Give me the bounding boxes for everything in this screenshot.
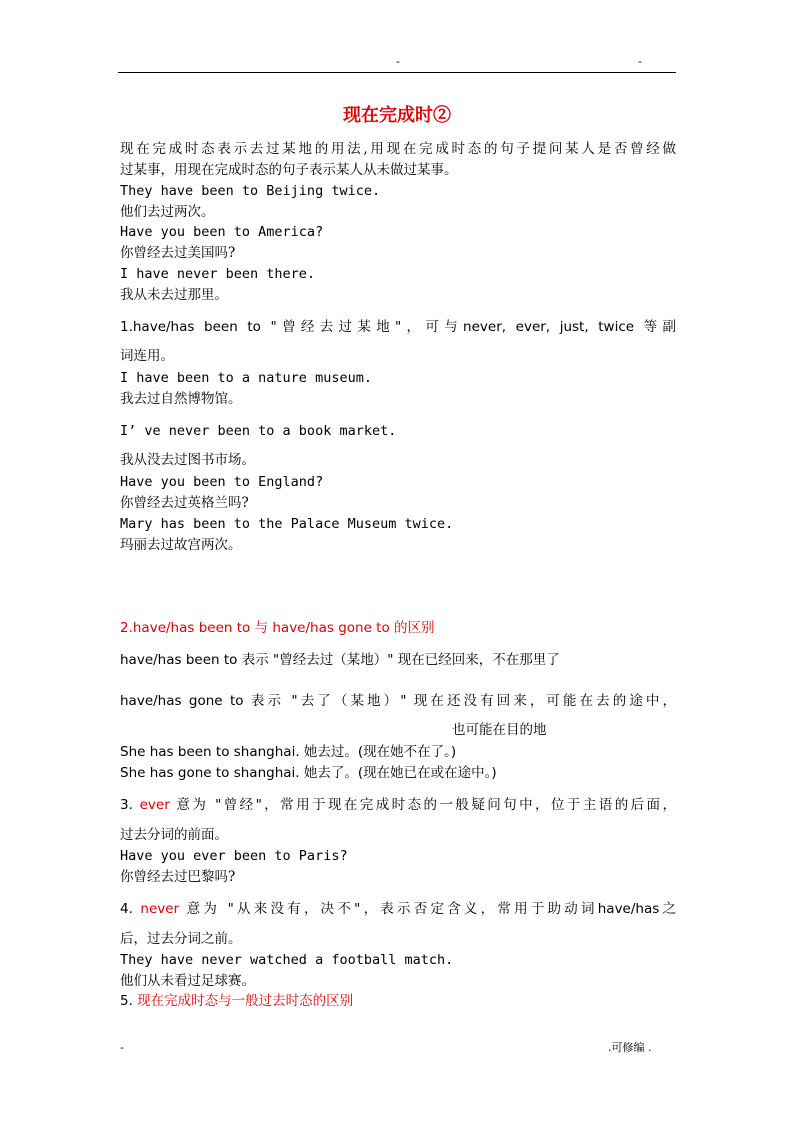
example-en: I have never been there. — [120, 266, 316, 282]
footer-editable: .可修编 . — [608, 1041, 652, 1054]
example-cn: 玛丽去过故宫两次。 — [120, 537, 242, 553]
example-cn: 他们去过两次。 — [120, 204, 215, 220]
example-cn: 你曾经去过英格兰吗? — [120, 495, 249, 511]
been-to-explanation: have/has been to 表示 "曾经去过（某地）" 现在已经回来，不在那里了 — [120, 652, 560, 668]
example-en: Have you been to America? — [120, 224, 324, 240]
point-3-line-1 — [120, 796, 676, 814]
header-dash-left: - — [396, 55, 400, 68]
example-en: Have you ever been to Paris? — [120, 848, 348, 864]
example-cn: 他们从未看过足球赛。 — [120, 973, 255, 989]
keyword-ever: ever — [139, 797, 170, 813]
example-en: They have been to Beijing twice. — [120, 183, 381, 199]
example-cn: 我从未去过那里。 — [120, 287, 228, 303]
example-en: I have been to a nature museum. — [120, 370, 372, 386]
point-5-title: 现在完成时态与一般过去时态的区别 — [137, 993, 354, 1009]
header-dash-right: - — [638, 55, 642, 68]
example-en: They have never watched a football match. — [120, 952, 454, 968]
point-1-line-1: 1.have/has been to "曾经去过某地"，可与never, ever, just, twice 等副 — [120, 319, 676, 335]
gone-to-explanation: have/has gone to 表示 "去了（某地）" 现在还没有回来，可能在去的途中， — [120, 693, 676, 709]
point-5-num: 5. — [120, 993, 138, 1009]
example-en: Mary has been to the Palace Museum twice. — [120, 516, 454, 532]
example-cn: 我从没去过图书市场。 — [120, 452, 255, 468]
point-3-text: 意为 "曾经"，常用于现在完成时态的一般疑问句中，位于主语的后面， — [169, 797, 676, 813]
example-cn: 我去过自然博物馆。 — [120, 391, 242, 407]
point-4-text: 意为 "从来没有，决不"，表示否定含义，常用于助动词have/has之 — [179, 901, 676, 917]
page-title: 现在完成时② — [343, 105, 451, 126]
point-3-line-2: 过去分词的前面。 — [120, 827, 228, 843]
gone-to-explanation-cont: 也可能在目的地 — [452, 722, 547, 738]
example-line: She has gone to shanghai. 她去了。(现在她已在或在途中。) — [120, 765, 497, 781]
point-2-heading: 2.have/has been to 与 have/has gone to 的区别 — [120, 620, 435, 636]
example-cn: 你曾经去过巴黎吗? — [120, 869, 236, 885]
footer-dash: - — [120, 1041, 124, 1054]
intro-line-2: 过某事，用现在完成时态的句子表示某人从未做过某事。 — [120, 162, 458, 178]
example-en: I’ ve never been to a book market. — [120, 423, 397, 439]
point-4-line-2: 后，过去分词之前。 — [120, 931, 242, 947]
point-4-line-1 — [120, 900, 676, 918]
point-4-num: 4. — [120, 901, 141, 917]
point-3-num: 3. — [120, 797, 140, 813]
header-rule — [118, 72, 676, 73]
point-1-line-2: 词连用。 — [120, 348, 174, 364]
intro-line-1: 现在完成时态表示去过某地的用法,用现在完成时态的句子提问某人是否曾经做 — [120, 141, 676, 157]
example-line: She has been to shanghai. 她去过。(现在她不在了。) — [120, 744, 457, 760]
example-en: Have you been to England? — [120, 474, 324, 490]
example-cn: 你曾经去过美国吗? — [120, 245, 236, 261]
point-5-heading — [120, 992, 353, 1010]
keyword-never: never — [140, 901, 180, 917]
